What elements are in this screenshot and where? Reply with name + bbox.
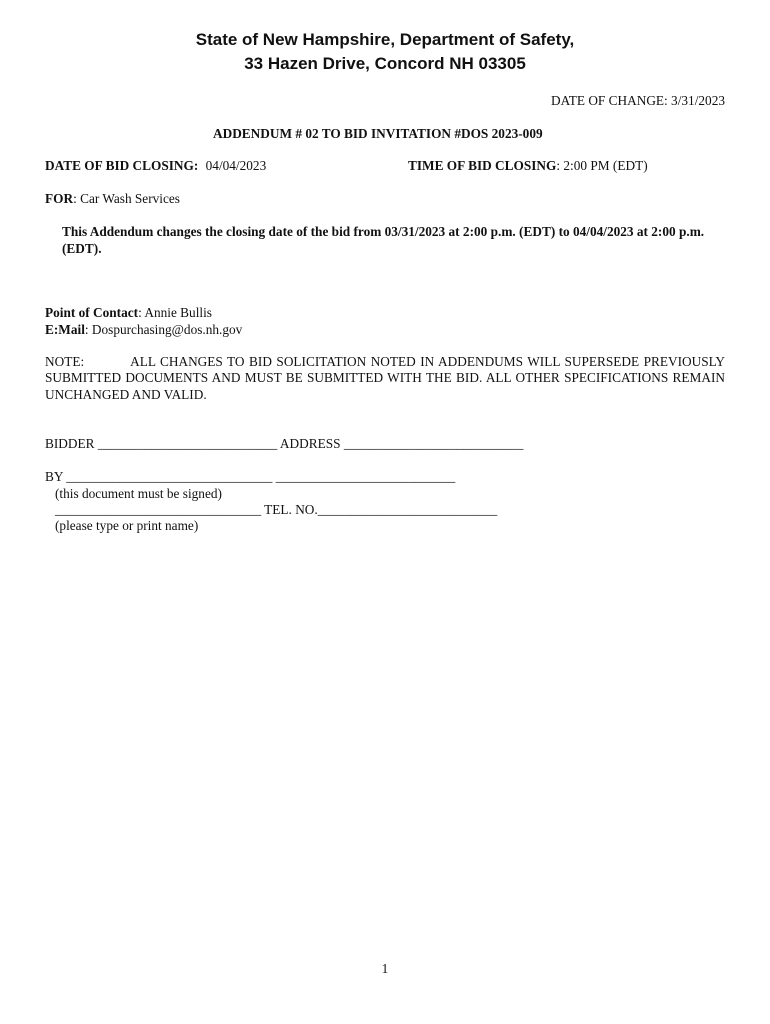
date-of-change: DATE OF CHANGE: 3/31/2023 — [551, 93, 725, 108]
addendum-body-text: This Addendum changes the closing date of the bid from 03/31/2023 at 2:00 p.m. (EDT) to 04/04/2023 at 2:00 p.m. (EDT). — [62, 224, 705, 256]
header-line-2: 33 Hazen Drive, Concord NH 03305 — [244, 54, 526, 73]
for-line — [45, 191, 180, 207]
bidder-address-line: BIDDER ___________________________ ADDRESS ___________________________ — [45, 436, 524, 451]
bid-closing-time-value: : 2:00 PM (EDT) — [556, 158, 648, 173]
for-label: FOR — [45, 191, 74, 206]
note-text: ALL CHANGES TO BID SOLICITATION NOTED IN ADDENDUMS WILL SUPERSEDE PREVIOUSLY SUBMITTED DOCUMENTS AND MUST BE SUBMITTED WITH THE BID. ALL OTHER SPECIFICATIONS REMAIN UNCHANGED AND VALID. — [45, 354, 725, 402]
email-value: : Dospurchasing@dos.nh.gov — [84, 322, 243, 337]
email-line — [45, 322, 242, 338]
note-label: NOTE: — [45, 354, 85, 369]
note-paragraph — [45, 354, 725, 403]
bid-closing-time-label: TIME OF BID CLOSING — [408, 158, 557, 173]
point-of-contact — [45, 305, 212, 321]
header-line-1: State of New Hampshire, Department of Safety, — [195, 30, 575, 49]
by-line: BY _______________________________ ___________________________ — [45, 469, 456, 484]
bid-closing-date — [45, 158, 266, 174]
print-note: (please type or print name) — [55, 518, 199, 533]
poc-label: Point of Contact — [45, 305, 139, 320]
for-value: : Car Wash Services — [73, 191, 180, 206]
bid-closing-date-value: 04/04/2023 — [205, 158, 267, 173]
signed-note: (this document must be signed) — [55, 486, 222, 501]
tel-line: _______________________________ TEL. NO.___________________________ — [55, 502, 498, 517]
bid-closing-time — [408, 158, 648, 174]
poc-value: : Annie Bullis — [138, 305, 212, 320]
page-number: 1 — [381, 961, 389, 976]
addendum-title: ADDENDUM # 02 TO BID INVITATION #DOS 2023-009 — [213, 126, 543, 141]
bid-closing-date-label: DATE OF BID CLOSING: — [45, 158, 199, 173]
email-label: E:Mail — [45, 322, 85, 337]
